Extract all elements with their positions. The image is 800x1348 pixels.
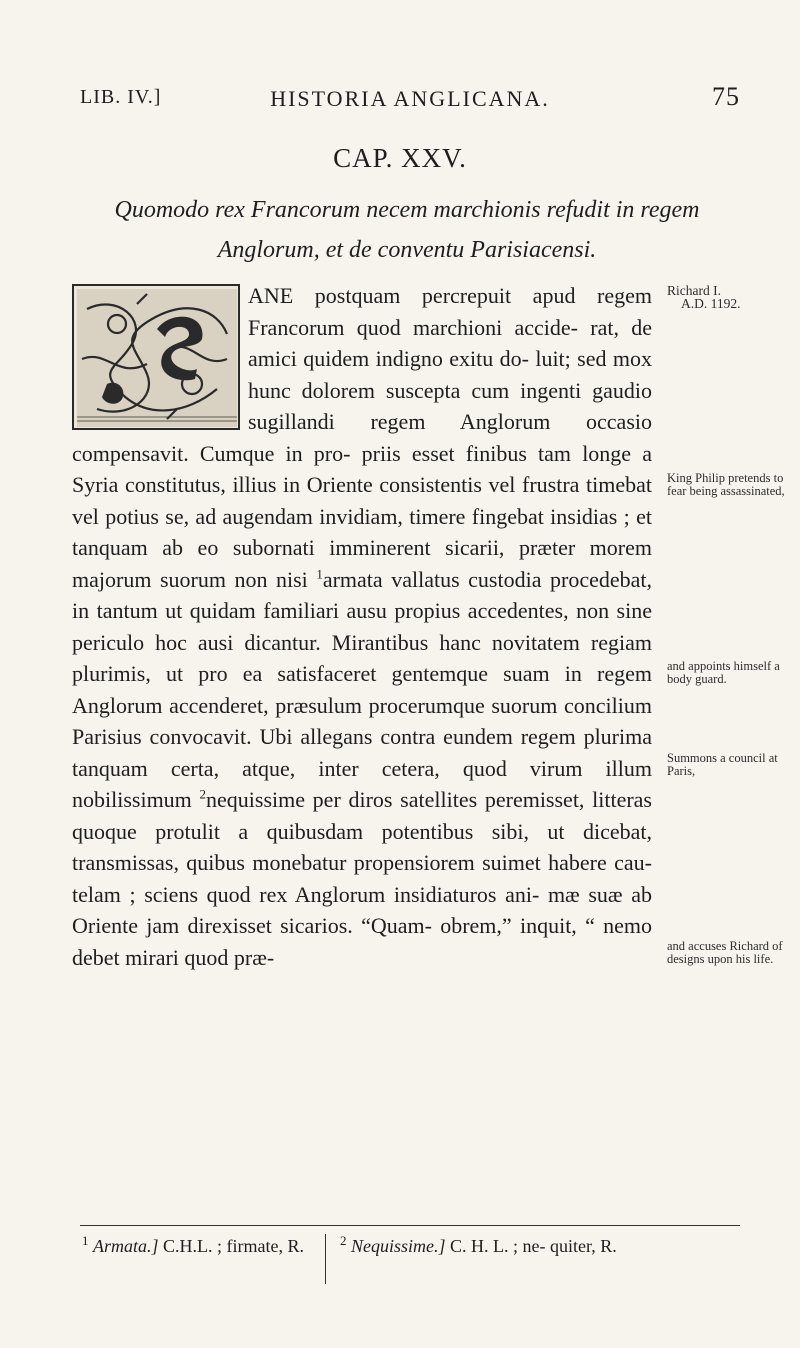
footnote-rule <box>80 1225 740 1226</box>
footnote-number: 2 <box>340 1233 347 1248</box>
work-title: HISTORIA ANGLICANA. <box>270 86 550 111</box>
footnote-lemma: Nequissime.] <box>351 1236 446 1256</box>
margin-note-date <box>667 284 792 310</box>
text-run: nequissime per diros satellites peremisset, litteras quoque protulit a quibusdam potentibus sibi, ut dicebat, transmissas, quibus monebatur propensiorem suimet habere cau- telam ; sciens quod rex Anglorum insidiaturos ani- mæ suæ ab Oriente jam direxisset sicarios. “Quam- obrem,” inquit, “ nemo debet mirari quod præ- <box>72 787 652 970</box>
text-run: ANE postquam percrepuit apud regem Francorum quod marchioni accide- rat, de amici quidem indigno exitu do- luit; sed mox hunc dolorem suscepta cum ingenti gaudio sugillandi regem Anglorum occasio compensavit. Cumque in pro- priis esset finibus tam longe a Syria constitutus, illius in Oriente consistentis vel frustra timebat vel potius se, ad augendam invidiam, timere fingebat insidias ; et tanquam ab eo subornati imminerent sicarii, præter morem majorum suorum non nisi <box>72 283 652 592</box>
running-head <box>80 82 740 122</box>
footnote-2 <box>325 1234 680 1284</box>
margin-note-year: A.D. 1192. <box>681 296 741 311</box>
book-number: LIB. IV.] <box>80 86 162 108</box>
chapter-heading: CAP. XXV. <box>333 143 467 173</box>
footnote-ref: 1 <box>316 566 323 582</box>
footnote-number: 1 <box>82 1233 89 1248</box>
footnote-1 <box>82 1234 312 1258</box>
margin-note: and accuses Richard of designs upon his life. <box>667 939 783 966</box>
ornamental-initial-icon <box>72 284 240 430</box>
main-text <box>72 280 652 973</box>
margin-note: King Philip pretends to fear being assassinated, <box>667 471 785 498</box>
footnote-ref: 2 <box>199 786 206 802</box>
page-number: 75 <box>712 82 740 111</box>
chapter-subtitle: Quomodo rex Francorum necem marchionis refudit in regem Anglorum, et de conventu Parisiacensi. <box>114 197 700 263</box>
margin-note-king: Richard I. <box>667 283 721 298</box>
margin-note: and appoints himself a body guard. <box>667 659 780 686</box>
footnote-lemma: Armata.] <box>93 1236 159 1256</box>
margin-note: Summons a council at Paris, <box>667 751 778 778</box>
text-run: armata vallatus custodia procedebat, in tantum ut quidam familiari ausu propius accedentes, non sine periculo hoc ausi dicantur. Mirantibus hanc novitatem regiam plurimis, ut pro ea satisfaceret gentemque suam in regem Anglorum accenderet, præsulum procerumque suorum concilium Parisius convocavit. Ubi allegans contra eundem regem plurima tanquam certa, atque, inter cetera, quod virum illum nobilissimum <box>72 566 652 812</box>
footnote-text: C. H. L. ; ne- quiter, R. <box>450 1236 617 1256</box>
footnote-text: C.H.L. ; firmate, R. <box>163 1236 304 1256</box>
